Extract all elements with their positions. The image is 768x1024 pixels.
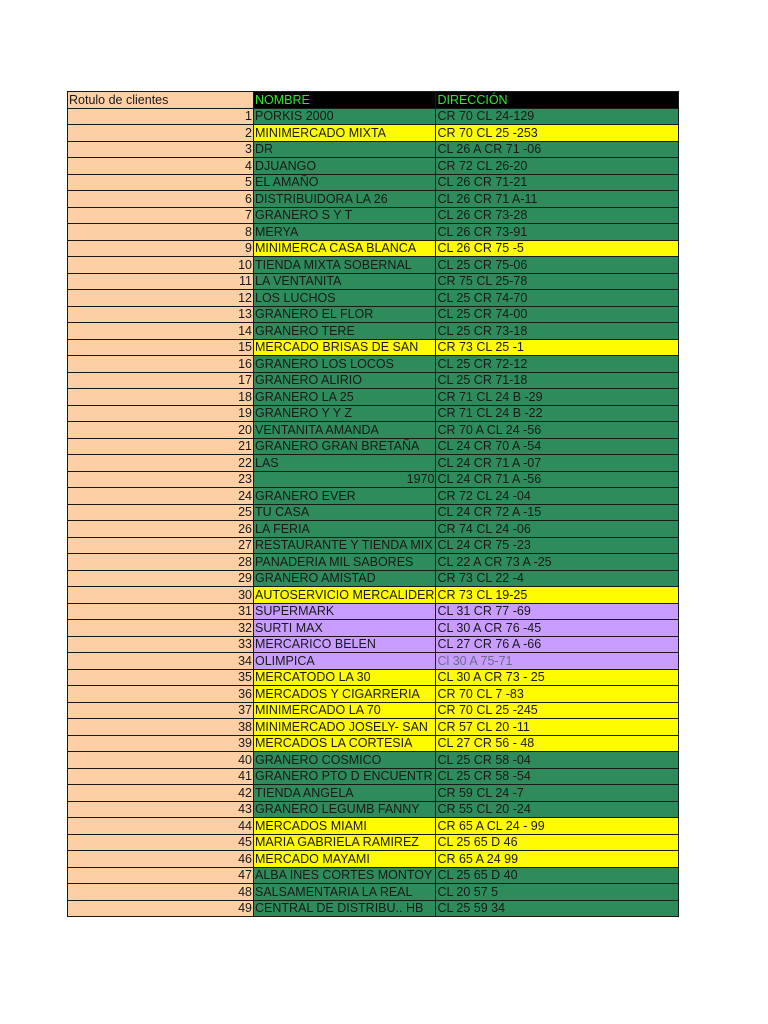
client-address-cell[interactable]: CR 70 CL 24-129 (436, 108, 679, 125)
row-number-cell[interactable]: 28 (68, 554, 254, 571)
row-number-cell[interactable]: 42 (68, 785, 254, 802)
table-row (68, 422, 679, 439)
row-number-cell[interactable]: 26 (68, 521, 254, 538)
client-name-cell[interactable]: LA VENTANITA (254, 273, 436, 290)
table-row (68, 257, 679, 274)
client-address-cell[interactable]: CR 70 CL 25 -253 (436, 125, 679, 142)
client-address-cell[interactable]: CL 24 CR 72 A -15 (436, 504, 679, 521)
row-number-cell[interactable]: 7 (68, 207, 254, 224)
client-address-cell[interactable]: CR 65 A CL 24 - 99 (436, 818, 679, 835)
row-number-cell[interactable]: 25 (68, 504, 254, 521)
row-number-cell[interactable]: 14 (68, 323, 254, 340)
row-number-cell[interactable]: 5 (68, 174, 254, 191)
client-name-cell[interactable]: OLIMPICA (254, 653, 436, 670)
table-row (68, 570, 679, 587)
client-name-cell[interactable]: MERCADO BRISAS DE SAN (254, 339, 436, 356)
header-name-cell[interactable]: NOMBRE (254, 92, 436, 109)
header-row (68, 92, 679, 109)
row-number-cell[interactable]: 32 (68, 620, 254, 637)
client-address-cell[interactable]: CL 27 CR 56 - 48 (436, 735, 679, 752)
client-name-cell[interactable]: LAS (254, 455, 436, 472)
table-row (68, 818, 679, 835)
client-name-cell[interactable]: TIENDA ANGELA (254, 785, 436, 802)
client-address-cell[interactable]: CL 22 A CR 73 A -25 (436, 554, 679, 571)
table-row (68, 686, 679, 703)
table-row (68, 801, 679, 818)
client-address-cell[interactable]: CL 31 CR 77 -69 (436, 603, 679, 620)
client-name-cell[interactable]: GRANERO LA 25 (254, 389, 436, 406)
table-row (68, 273, 679, 290)
client-address-cell[interactable]: CL 30 A CR 76 -45 (436, 620, 679, 637)
row-number-cell[interactable]: 43 (68, 801, 254, 818)
client-name-cell[interactable]: GRANERO S Y T (254, 207, 436, 224)
row-number-cell[interactable]: 17 (68, 372, 254, 389)
client-name-cell[interactable]: GRANERO COSMICO (254, 752, 436, 769)
row-number-cell[interactable]: 48 (68, 884, 254, 901)
client-name-cell[interactable]: PORKIS 2000 (254, 108, 436, 125)
table-row (68, 554, 679, 571)
client-name-cell[interactable]: GRANERO Y Y Z (254, 405, 436, 422)
client-address-cell[interactable]: CR 70 CL 25 -245 (436, 702, 679, 719)
client-address-cell[interactable]: CL 20 57 5 (436, 884, 679, 901)
client-address-cell[interactable]: CL 25 CR 58 -54 (436, 768, 679, 785)
table-row (68, 488, 679, 505)
client-address-cell[interactable]: CL 24 CR 71 A -56 (436, 471, 679, 488)
client-name-cell[interactable]: 1970 (254, 471, 436, 488)
row-number-cell[interactable]: 9 (68, 240, 254, 257)
client-name-cell[interactable]: MERCADOS LA CORTESIA (254, 735, 436, 752)
table-row (68, 504, 679, 521)
client-name-cell[interactable]: MERCADOS Y CIGARRERIA (254, 686, 436, 703)
row-number-cell[interactable]: 45 (68, 834, 254, 851)
table-row (68, 900, 679, 917)
table-row (68, 834, 679, 851)
header-address-cell[interactable]: DIRECCIÓN (436, 92, 679, 109)
row-number-cell[interactable]: 46 (68, 851, 254, 868)
client-address-cell[interactable]: Cl 30 A 75-71 (436, 653, 679, 670)
row-number-cell[interactable]: 47 (68, 867, 254, 884)
client-name-cell[interactable]: MINIMERCADO LA 70 (254, 702, 436, 719)
client-name-cell[interactable]: GRANERO EVER (254, 488, 436, 505)
row-number-cell[interactable]: 33 (68, 636, 254, 653)
row-number-cell[interactable]: 44 (68, 818, 254, 835)
row-number-cell[interactable]: 37 (68, 702, 254, 719)
row-number-cell[interactable]: 31 (68, 603, 254, 620)
client-name-cell[interactable]: DR (254, 141, 436, 158)
client-address-cell[interactable]: CR 57 CL 20 -11 (436, 719, 679, 736)
table-row (68, 372, 679, 389)
table-row (68, 438, 679, 455)
table-row (68, 702, 679, 719)
client-address-cell[interactable]: CL 25 CR 74-70 (436, 290, 679, 307)
header-label-cell[interactable]: Rotulo de clientes (68, 92, 254, 109)
client-address-cell[interactable]: CL 25 CR 74-00 (436, 306, 679, 323)
table-row (68, 620, 679, 637)
table-row (68, 768, 679, 785)
client-address-cell[interactable]: CL 26 A CR 71 -06 (436, 141, 679, 158)
client-name-cell[interactable]: GRANERO PTO D ENCUENTR (254, 768, 436, 785)
client-name-cell[interactable]: MINIMERCADO JOSELY- SAN (254, 719, 436, 736)
client-address-cell[interactable]: CL 25 CR 58 -04 (436, 752, 679, 769)
table-row (68, 125, 679, 142)
table-row (68, 735, 679, 752)
row-number-cell[interactable]: 13 (68, 306, 254, 323)
client-address-cell[interactable]: CL 25 65 D 46 (436, 834, 679, 851)
client-name-cell[interactable]: GRANERO AMISTAD (254, 570, 436, 587)
table-row (68, 884, 679, 901)
row-number-cell[interactable]: 30 (68, 587, 254, 604)
row-number-cell[interactable]: 49 (68, 900, 254, 917)
table-row (68, 323, 679, 340)
table-row (68, 636, 679, 653)
client-address-cell[interactable]: CL 26 CR 73-91 (436, 224, 679, 241)
client-address-cell[interactable]: CR 65 A 24 99 (436, 851, 679, 868)
client-address-cell[interactable]: CL 26 CR 71-21 (436, 174, 679, 191)
row-number-cell[interactable]: 3 (68, 141, 254, 158)
client-address-cell[interactable]: CL 25 CR 75-06 (436, 257, 679, 274)
client-name-cell[interactable]: MERCADOS MIAMI (254, 818, 436, 835)
table-row (68, 653, 679, 670)
row-number-cell[interactable]: 29 (68, 570, 254, 587)
row-number-cell[interactable]: 41 (68, 768, 254, 785)
client-name-cell[interactable]: SURTI MAX (254, 620, 436, 637)
client-address-cell[interactable]: CL 30 A CR 73 - 25 (436, 669, 679, 686)
client-name-cell[interactable]: GRANERO ALIRIO (254, 372, 436, 389)
client-name-cell[interactable]: AUTOSERVICIO MERCALIDER (255, 587, 435, 602)
table-row (68, 339, 679, 356)
client-name-cell[interactable]: GRANERO LOS LOCOS (254, 356, 436, 373)
client-address-cell[interactable]: CR 72 CL 24 -04 (436, 488, 679, 505)
row-number-cell[interactable]: 36 (68, 686, 254, 703)
table-row (68, 521, 679, 538)
row-number-cell[interactable]: 34 (68, 653, 254, 670)
row-number-cell[interactable]: 15 (68, 339, 254, 356)
table-row (68, 587, 679, 604)
client-sheet-body (68, 92, 679, 917)
client-address-cell[interactable]: CL 26 CR 73-28 (436, 207, 679, 224)
client-address-cell[interactable]: CR 71 CL 24 B -22 (436, 405, 679, 422)
row-number-cell[interactable]: 4 (68, 158, 254, 175)
row-number-cell[interactable]: 6 (68, 191, 254, 208)
client-address-cell[interactable]: CR 73 CL 19-25 (436, 587, 679, 604)
table-row (68, 108, 679, 125)
table-row (68, 405, 679, 422)
row-number-cell[interactable]: 39 (68, 735, 254, 752)
row-number-cell[interactable]: 11 (68, 273, 254, 290)
row-number-cell[interactable]: 20 (68, 422, 254, 439)
client-address-cell[interactable]: CL 25 CR 71-18 (436, 372, 679, 389)
client-name-cell[interactable]: DISTRIBUIDORA LA 26 (254, 191, 436, 208)
client-address-cell[interactable]: CL 26 CR 71 A-11 (436, 191, 679, 208)
row-number-cell[interactable]: 21 (68, 438, 254, 455)
client-name-cell[interactable]: SUPERMARK (254, 603, 436, 620)
row-number-cell[interactable]: 40 (68, 752, 254, 769)
client-address-cell[interactable]: CR 72 CL 26-20 (436, 158, 679, 175)
row-number-cell[interactable]: 12 (68, 290, 254, 307)
client-name-cell[interactable]: LA FERIA (254, 521, 436, 538)
client-address-cell[interactable]: CL 26 CR 75 -5 (436, 240, 679, 257)
client-name-cell[interactable]: RESTAURANTE Y TIENDA MIX (254, 537, 436, 554)
client-name-cell[interactable]: MERCADO MAYAMI (254, 851, 436, 868)
table-row (68, 306, 679, 323)
client-sheet-table (67, 91, 679, 917)
client-name-cell[interactable]: GRANERO GRAN BRETAÑA (254, 438, 436, 455)
table-row (68, 867, 679, 884)
client-name-cell[interactable]: TU CASA (254, 504, 436, 521)
row-number-cell[interactable]: 19 (68, 405, 254, 422)
client-address-cell[interactable]: CL 25 CR 72-12 (436, 356, 679, 373)
client-name-cell[interactable]: PANADERIA MIL SABORES (254, 554, 436, 571)
row-number-cell[interactable]: 38 (68, 719, 254, 736)
table-row (68, 471, 679, 488)
client-address-cell[interactable]: CR 55 CL 20 -24 (436, 801, 679, 818)
table-row (68, 785, 679, 802)
table-row (68, 141, 679, 158)
client-address-cell[interactable]: CR 70 CL 7 -83 (436, 686, 679, 703)
row-number-cell[interactable]: 18 (68, 389, 254, 406)
row-number-cell[interactable]: 16 (68, 356, 254, 373)
client-address-cell[interactable]: CL 24 CR 71 A -07 (436, 455, 679, 472)
client-address-cell[interactable]: CL 27 CR 76 A -66 (436, 636, 679, 653)
table-row (68, 356, 679, 373)
row-number-cell[interactable]: 22 (68, 455, 254, 472)
table-row (68, 752, 679, 769)
client-address-cell[interactable]: CR 73 CL 22 -4 (436, 570, 679, 587)
client-address-cell[interactable]: CR 73 CL 25 -1 (436, 339, 679, 356)
table-row (68, 719, 679, 736)
row-number-cell[interactable]: 2 (68, 125, 254, 142)
row-number-cell[interactable]: 35 (68, 669, 254, 686)
row-number-cell[interactable]: 24 (68, 488, 254, 505)
client-address-cell[interactable]: CL 24 CR 75 -23 (436, 537, 679, 554)
table-row (68, 224, 679, 241)
client-address-cell[interactable]: CR 59 CL 24 -7 (436, 785, 679, 802)
row-number-cell[interactable]: 23 (68, 471, 254, 488)
table-row (68, 389, 679, 406)
client-name-cell[interactable]: MINIMERCADO MIXTA (254, 125, 436, 142)
client-name-cell[interactable]: DJUANGO (254, 158, 436, 175)
table-row (68, 207, 679, 224)
table-row (68, 290, 679, 307)
table-row (68, 191, 679, 208)
row-number-cell[interactable]: 10 (68, 257, 254, 274)
client-address-cell[interactable]: CL 24 CR 70 A -54 (436, 438, 679, 455)
client-name-cell[interactable]: SALSAMENTARIA LA REAL (254, 884, 436, 901)
table-row (68, 455, 679, 472)
client-name-cell[interactable]: LOS LUCHOS (254, 290, 436, 307)
client-name-cell[interactable]: EL AMAÑO (254, 174, 436, 191)
client-address-cell[interactable]: CR 70 A CL 24 -56 (436, 422, 679, 439)
client-name-cell[interactable]: CENTRAL DE DISTRIBU.. HB (254, 900, 436, 917)
client-name-cell[interactable]: MERYA (254, 224, 436, 241)
client-address-cell[interactable]: CR 71 CL 24 B -29 (436, 389, 679, 406)
client-address-cell[interactable]: CL 25 59 34 (436, 900, 679, 917)
client-address-cell[interactable]: CL 25 CR 73-18 (436, 323, 679, 340)
client-address-cell[interactable]: CR 74 CL 24 -06 (436, 521, 679, 538)
client-address-cell[interactable]: CR 75 CL 25-78 (436, 273, 679, 290)
client-name-cell[interactable]: MERCARICO BELEN (254, 636, 436, 653)
client-address-cell[interactable]: CL 25 65 D 40 (436, 867, 679, 884)
client-name-cell[interactable]: VENTANITA AMANDA (254, 422, 436, 439)
client-name-cell[interactable]: GRANERO TERE (254, 323, 436, 340)
table-row (68, 669, 679, 686)
client-name-cell[interactable]: TIENDA MIXTA SOBERNAL (254, 257, 436, 274)
client-name-cell[interactable]: GRANERO EL FLOR (254, 306, 436, 323)
table-row (68, 158, 679, 175)
table-row (68, 851, 679, 868)
row-number-cell[interactable]: 8 (68, 224, 254, 241)
client-name-cell[interactable]: MERCATODO LA 30 (254, 669, 436, 686)
row-number-cell[interactable]: 27 (68, 537, 254, 554)
table-row (68, 603, 679, 620)
table-row (68, 240, 679, 257)
table-row (68, 174, 679, 191)
table-row (68, 537, 679, 554)
client-name-cell[interactable]: MARIA GABRIELA RAMIREZ (254, 834, 436, 851)
row-number-cell[interactable]: 1 (68, 108, 254, 125)
client-name-cell[interactable]: GRANERO LEGUMB FANNY (254, 801, 436, 818)
client-name-cell[interactable]: ALBA INES CORTES MONTOY (254, 867, 436, 884)
client-name-cell[interactable]: MINIMERCA CASA BLANCA (254, 240, 436, 257)
